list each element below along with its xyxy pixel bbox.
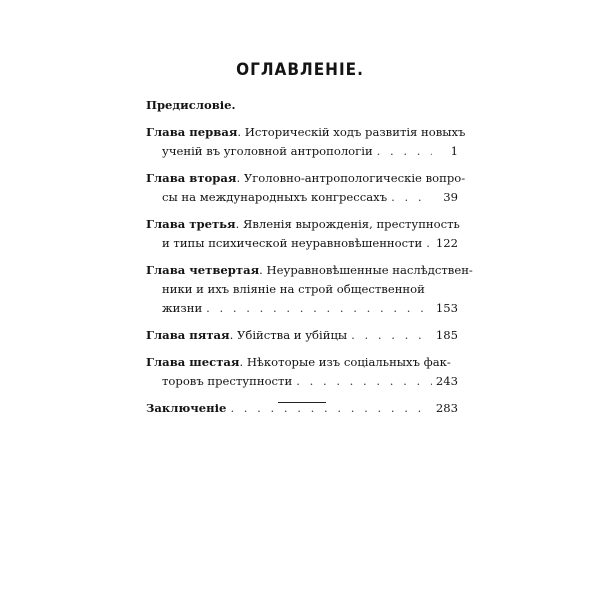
toc-entry-chapter-3 [146, 215, 458, 253]
toc-chapter-heading: Глава четвертая [146, 263, 260, 277]
toc-chapter-title: . Убійства и убійцы [229, 328, 348, 342]
toc-entry-chapter-2 [146, 169, 466, 207]
toc-page-number: 122 [435, 236, 458, 250]
toc-conclusion-label: Заключеніе [146, 401, 227, 415]
toc-entry-chapter-5 [146, 326, 458, 345]
toc-entry-chapter-6 [146, 353, 458, 391]
page-title: ОГЛАВЛЕНІЕ. [236, 60, 364, 80]
toc-leader-dots [230, 399, 431, 418]
table-of-contents [146, 96, 473, 418]
toc-page-number: 153 [435, 301, 458, 315]
toc-page-number: 185 [435, 328, 458, 342]
toc-preface-label: Предисловіе. [146, 98, 236, 112]
toc-page-number: 1 [450, 144, 458, 158]
toc-leader-dots [377, 142, 432, 161]
toc-chapter-title: . Нѣкоторые изъ соціальныхъ фак- [239, 355, 451, 369]
toc-leader-dots [296, 372, 432, 391]
toc-chapter-title: . Уголовно-антропологическіе вопро- [236, 171, 466, 185]
toc-chapter-heading: Глава шестая [146, 355, 240, 369]
toc-chapter-title: . Историческій ходъ развитія новыхъ [237, 125, 466, 139]
toc-page-number: 39 [443, 190, 458, 204]
separator-rule [278, 402, 326, 403]
toc-leader-dots [426, 234, 432, 253]
toc-entry-preface [146, 96, 458, 115]
toc-chapter-heading: Глава пятая [146, 328, 230, 342]
toc-chapter-title-cont: и типы психической неуравновѣшенности [162, 236, 423, 250]
toc-chapter-title-cont: ученій въ уголовной антропологіи [162, 144, 373, 158]
toc-leader-dots [351, 326, 432, 345]
toc-entry-chapter-4 [146, 261, 473, 318]
toc-entry-chapter-1 [146, 123, 466, 161]
toc-page-number: 243 [435, 374, 458, 388]
toc-leader-dots [206, 299, 432, 318]
toc-chapter-title-cont: жизни [162, 301, 203, 315]
toc-leader-dots [391, 188, 432, 207]
toc-chapter-title: . Явленія вырожденія, преступность [235, 217, 460, 231]
toc-chapter-heading: Глава вторая [146, 171, 237, 185]
toc-chapter-title-cont: ники и ихъ вліяніе на строй общественной [162, 282, 425, 296]
toc-chapter-heading: Глава первая [146, 125, 238, 139]
toc-chapter-title-cont: торовъ преступности [162, 374, 293, 388]
toc-chapter-heading: Глава третья [146, 217, 236, 231]
toc-page-number: 283 [435, 401, 458, 415]
toc-chapter-title: . Неуравновѣшенные наслѣдствен- [259, 263, 473, 277]
toc-chapter-title-cont: сы на международныхъ конгрессахъ [162, 190, 388, 204]
